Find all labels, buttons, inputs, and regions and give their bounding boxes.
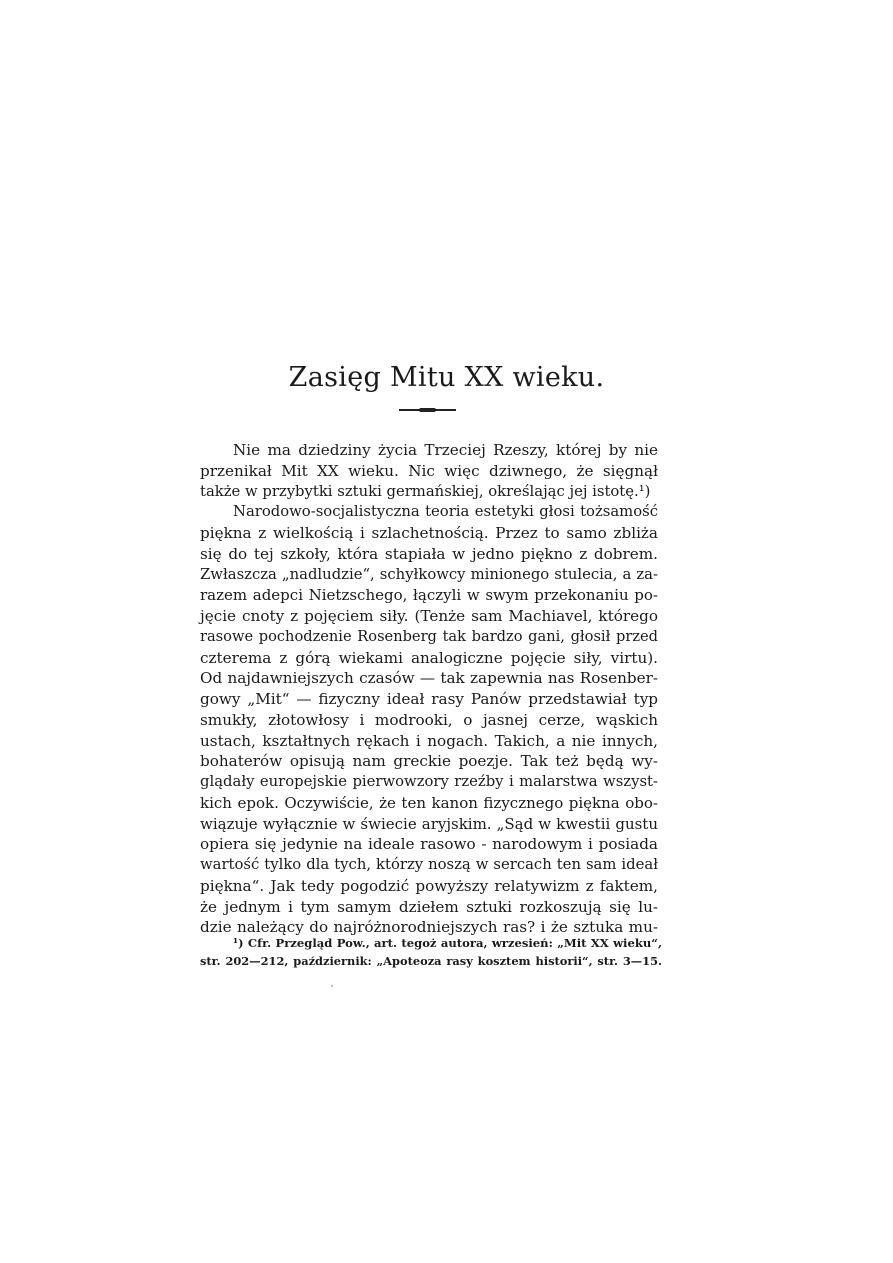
- text-line: jęcie cnoty z pojęciem siły. (Tenże sam Machiavel, którego: [200, 607, 658, 625]
- text-line: Narodowo-socjalistyczna teoria estetyki głosi tożsamość: [233, 503, 658, 521]
- text-line: piękna z wielkością i szlachetnością. Przez to samo zbliża: [200, 524, 658, 542]
- text-line: smukły, złotowłosy i modrooki, o jasnej cerze, wąskich: [200, 710, 658, 729]
- text-line: Nie ma dziedziny życia Trzeciej Rzeszy, której by nie: [233, 441, 658, 459]
- text-line: razem adepci Nietzschego, łączyli w swym przekonaniu po-: [200, 586, 658, 605]
- text-line: bohaterów opisują nam greckie poezje. Tak też będą wy-: [200, 752, 658, 771]
- text-line: opiera się jedynie na ideale rasowo - narodowym i posiada: [200, 835, 658, 854]
- footnote-line: ¹) Cfr. Przegląd Pow., art. tegoż autora, wrzesień: „Mit XX wieku“,: [233, 936, 662, 950]
- text-line: się do tej szkoły, która stapiała w jedno piękno z dobrem.: [200, 544, 658, 563]
- text-line: piękna“. Jak tedy pogodzić powyższy relatywizm z faktem,: [200, 876, 658, 895]
- text-line: wiązuje wyłącznie w świecie aryjskim. „Sąd w kwestii gustu: [200, 814, 658, 833]
- paper-speck: [331, 985, 333, 987]
- text-line: Od najdawniejszych czasów — tak zapewnia nas Rosenber-: [200, 669, 658, 688]
- text-line: także w przybytki sztuki germańskiej, określając jej istotę.¹): [200, 482, 651, 500]
- text-line: rasowe pochodzenie Rosenberg tak bardzo gani, głosił przed: [200, 627, 658, 645]
- text-line: kich epok. Oczywiście, że ten kanon fizycznego piękna obo-: [200, 793, 658, 812]
- text-line: ustach, kształtnych rękach i nogach. Takich, a nie innych,: [200, 731, 658, 750]
- text-line: glądały europejskie pierwowzory rzeźby i malarstwa wszyst-: [200, 773, 658, 790]
- text-line: wartość tylko dla tych, którzy noszą w sercach ten sam ideał: [200, 856, 658, 873]
- footnote: [200, 934, 662, 970]
- text-line: czterema z górą wiekami analogiczne pojęcie siły, virtu).: [200, 648, 658, 667]
- text-line: przenikał Mit XX wieku. Nic więc dziwnego, że sięgnął: [200, 461, 658, 480]
- title-ornament-rule: [399, 409, 456, 411]
- text-line: że jednym i tym samym dziełem sztuki rozkoszują się lu-: [200, 897, 658, 916]
- body-text: [200, 440, 658, 938]
- text-line: gowy „Mit“ — fizyczny ideał rasy Panów przedstawiał typ: [200, 690, 658, 708]
- text-line: Zwłaszcza „nadludzie“, schyłkowcy minionego stulecia, a za-: [200, 565, 658, 583]
- chapter-title: Zasięg Mitu XX wieku.: [288, 362, 605, 393]
- text-line: dzie należący do najróżnorodniejszych ras? i że sztuka mu-: [200, 918, 658, 937]
- footnote-line: str. 202—212, październik: „Apoteoza rasy kosztem historii“, str. 3—15.: [200, 954, 662, 968]
